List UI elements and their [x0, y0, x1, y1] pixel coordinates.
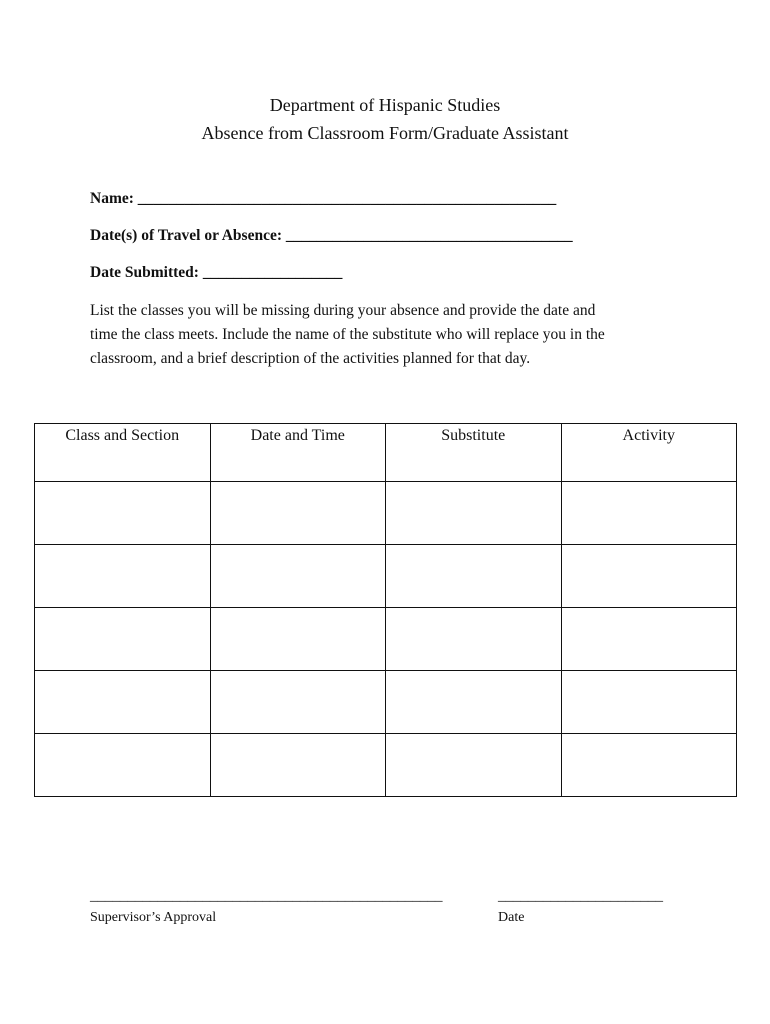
name-field[interactable] — [90, 189, 556, 209]
date-time-cell[interactable] — [210, 671, 386, 734]
absence-classes-table — [34, 423, 737, 797]
column-header-activity: Activity — [561, 424, 737, 482]
table-row — [35, 482, 737, 545]
travel-dates-field[interactable] — [90, 226, 573, 246]
instructions-line: time the class meets. Include the name of the substitute who will replace you in the — [90, 326, 605, 343]
instructions-line: classroom, and a brief description of the activities planned for that day. — [90, 350, 531, 367]
substitute-cell[interactable] — [386, 608, 562, 671]
column-header-substitute: Substitute — [386, 424, 562, 482]
table-row — [35, 608, 737, 671]
date-time-cell[interactable] — [210, 482, 386, 545]
class-section-cell[interactable] — [35, 608, 211, 671]
table-row — [35, 545, 737, 608]
date-time-cell[interactable] — [210, 734, 386, 797]
approval-date-label: Date — [498, 910, 525, 925]
activity-cell[interactable] — [561, 608, 737, 671]
class-section-cell[interactable] — [35, 671, 211, 734]
substitute-cell[interactable] — [386, 734, 562, 797]
date-submitted-label: Date Submitted: — [90, 264, 199, 281]
activity-cell[interactable] — [561, 545, 737, 608]
department-title: Department of Hispanic Studies — [269, 95, 501, 115]
supervisor-approval-label: Supervisor’s Approval — [90, 910, 217, 925]
table-header-row — [35, 424, 737, 482]
class-section-cell[interactable] — [35, 482, 211, 545]
table-row — [35, 734, 737, 797]
activity-cell[interactable] — [561, 734, 737, 797]
date-time-cell[interactable] — [210, 545, 386, 608]
name-blank-line[interactable]: ______________________________________________________ — [137, 190, 557, 207]
date-submitted-blank-line[interactable]: __________________ — [202, 264, 343, 281]
substitute-cell[interactable] — [386, 671, 562, 734]
name-label: Name: — [90, 190, 134, 207]
approval-date-line[interactable]: ______________________ — [498, 888, 663, 904]
table-row — [35, 671, 737, 734]
class-section-cell[interactable] — [35, 734, 211, 797]
class-section-cell[interactable] — [35, 545, 211, 608]
travel-dates-blank-line[interactable]: _____________________________________ — [285, 227, 573, 244]
activity-cell[interactable] — [561, 671, 737, 734]
supervisor-signature-line[interactable]: _______________________________________________ — [90, 888, 443, 904]
travel-dates-label: Date(s) of Travel or Absence: — [90, 227, 282, 244]
substitute-cell[interactable] — [386, 482, 562, 545]
column-header-class-section: Class and Section — [35, 424, 211, 482]
date-time-cell[interactable] — [210, 608, 386, 671]
instructions-paragraph — [90, 299, 690, 371]
date-submitted-field[interactable] — [90, 263, 342, 283]
instructions-line: List the classes you will be missing during your absence and provide the date and — [90, 302, 596, 319]
form-title: Absence from Classroom Form/Graduate Assistant — [201, 123, 569, 143]
column-header-date-time: Date and Time — [210, 424, 386, 482]
substitute-cell[interactable] — [386, 545, 562, 608]
activity-cell[interactable] — [561, 482, 737, 545]
